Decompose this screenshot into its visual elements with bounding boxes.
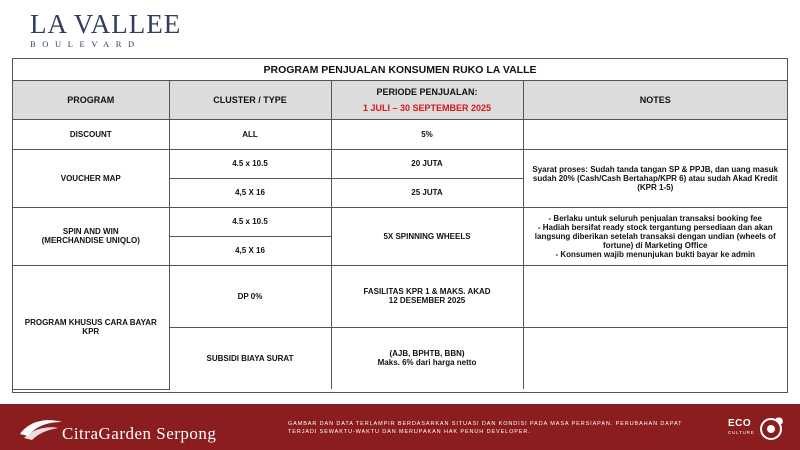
discount-program: DISCOUNT xyxy=(13,119,169,149)
brand-subtitle: BOULEVARD xyxy=(30,39,141,49)
header-notes: NOTES xyxy=(523,81,787,119)
la-vallee-logo xyxy=(30,10,180,49)
kpr-notes-1 xyxy=(523,265,787,327)
spin-cluster-1: 4.5 x 10.5 xyxy=(169,207,331,236)
spin-program xyxy=(13,207,169,265)
spin-program-line1: SPIN AND WIN xyxy=(62,227,119,236)
kpr-cluster-2: SUBSIDI BIAYA SURAT xyxy=(169,327,331,389)
eco-main-text: ECO xyxy=(728,418,752,429)
kpr-value-2-line1: (AJB, BPHTB, BBN) xyxy=(389,349,465,359)
eco-leaf-icon xyxy=(756,414,786,442)
spin-program-line2: (MERCHANDISE UNIQLO) xyxy=(41,236,140,245)
eco-culture-logo xyxy=(728,412,788,444)
program-table xyxy=(13,81,787,390)
kpr-value-1-line2: 12 DESEMBER 2025 xyxy=(388,296,466,305)
brand-name: LA VALLEE xyxy=(30,9,182,39)
header-period xyxy=(331,81,523,119)
citragarden-swoosh-icon xyxy=(18,416,64,442)
voucher-notes: Syarat proses: Sudah tanda tangan SP & PPJB, dan uang masuk sudah 20% (Cash/Cash Bertahap/KPR 6) atau sudah Akad Kredit (KPR 1-5) xyxy=(523,149,787,207)
kpr-value-1 xyxy=(331,265,523,327)
spin-notes xyxy=(523,207,787,265)
spin-notes-line1: - Berlaku untuk seluruh penjualan transaksi booking fee xyxy=(548,213,762,223)
footer-banner xyxy=(0,404,800,450)
header-cluster: CLUSTER / TYPE xyxy=(169,81,331,119)
disclaimer-text: GAMBAR DAN DATA TERLAMPIR BERDASARKAN SITUASI DAN KONDISI PADA MASA PERSIAPAN. PERUBAHAN DAPAT TERJADI SEWAKTU-WAKTU DAN MERUPAKAN HAK PENUH DEVELOPER. xyxy=(288,421,683,435)
kpr-value-2-line2: Maks. 6% dari harga netto xyxy=(377,358,477,368)
table-row xyxy=(13,149,787,178)
period-dates: 1 JULI – 30 SEPTEMBER 2025 xyxy=(362,102,492,113)
kpr-value-2 xyxy=(331,327,523,389)
spin-cluster-2: 4,5 X 16 xyxy=(169,236,331,265)
kpr-notes-2 xyxy=(523,327,787,389)
table-row xyxy=(13,119,787,149)
kpr-cluster-1: DP 0% xyxy=(169,265,331,327)
kpr-program-line1: PROGRAM KHUSUS CARA BAYAR xyxy=(24,318,157,327)
discount-notes xyxy=(523,119,787,149)
voucher-value-2: 25 JUTA xyxy=(331,178,523,207)
eco-sub-text: CULTURE xyxy=(728,430,755,435)
citragarden-logo xyxy=(18,414,268,444)
discount-cluster: ALL xyxy=(169,119,331,149)
spin-value: 5X SPINNING WHEELS xyxy=(331,207,523,265)
spin-notes-line2: - Hadiah bersifat ready stock tergantung persediaan dan akan langsung diberikan setelah transaksi dengan undian (wheels of fortune) di Marketing Office xyxy=(534,222,776,250)
voucher-value-1: 20 JUTA xyxy=(331,149,523,178)
sales-program-sheet xyxy=(12,58,788,393)
developer-name: CitraGarden Serpong xyxy=(62,424,217,443)
voucher-program: VOUCHER MAP xyxy=(13,149,169,207)
header-program: PROGRAM xyxy=(13,81,169,119)
kpr-program xyxy=(13,265,169,389)
voucher-cluster-1: 4.5 x 10.5 xyxy=(169,149,331,178)
table-row xyxy=(13,265,787,327)
kpr-value-1-line1: FASILITAS KPR 1 & MAKS. AKAD xyxy=(363,287,491,296)
kpr-program-line2: KPR xyxy=(82,327,100,336)
spin-notes-line3: - Konsumen wajib menunjukan bukti bayar ke admin xyxy=(555,249,756,259)
voucher-cluster-2: 4,5 X 16 xyxy=(169,178,331,207)
sheet-title: PROGRAM PENJUALAN KONSUMEN RUKO LA VALLE xyxy=(13,59,787,81)
table-header-row xyxy=(13,81,787,119)
discount-value: 5% xyxy=(331,119,523,149)
table-row xyxy=(13,207,787,236)
period-label: PERIODE PENJUALAN: xyxy=(376,86,478,97)
